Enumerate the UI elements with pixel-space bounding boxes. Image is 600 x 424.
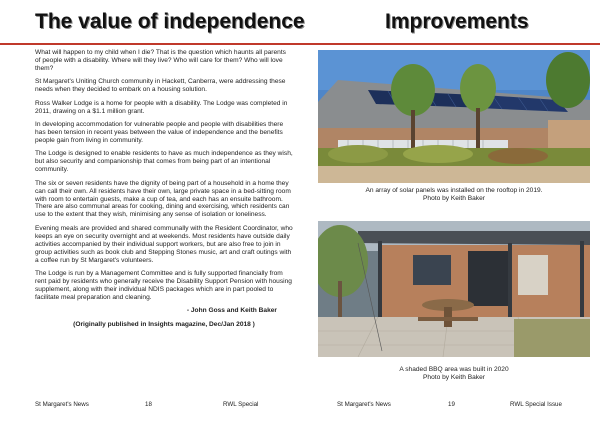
title-divider bbox=[0, 43, 300, 45]
caption-text: An array of solar panels was installed on the rooftop in 2019. bbox=[365, 187, 543, 194]
photo-credit: Photo by Keith Baker bbox=[423, 195, 485, 202]
footer-page-number: 19 bbox=[448, 401, 455, 408]
page-title: Improvements bbox=[385, 10, 529, 33]
paragraph: The Lodge is designed to enable residents to have as much independence as they wish, but also security and companionship that comes from being part of an intentional community. bbox=[35, 150, 293, 174]
paragraph: Ross Walker Lodge is a home for people with a disability. The Lodge was completed in 2011, drawing on a $1.1 million grant. bbox=[35, 99, 288, 115]
bbq-area-photo bbox=[318, 221, 590, 357]
paragraph: What will happen to my child when I die? That is the question which haunts all parents of people with a disability. Where will they live? Who will care for them? Who will love them? bbox=[35, 49, 286, 72]
solar-photo-caption bbox=[318, 187, 590, 203]
author-signature: - John Goss and Keith Baker bbox=[186, 307, 277, 315]
paragraph: Evening meals are provided and shared communally with the Resident Coordinator, who keeps an eye on security overnight and at weekends. Most residents have outside daily activities accompanied by their individual support workers, but are also free to join in group activities such as book club and Stepping Stones music, art and craft outings with a coffee run by St Margaret's volunteers. bbox=[35, 224, 293, 264]
right-page bbox=[300, 0, 600, 424]
footer-page-number: 18 bbox=[145, 401, 152, 408]
caption-text: A shaded BBQ area was built in 2020 bbox=[399, 366, 509, 373]
footer-issue: RWL Special Issue bbox=[510, 401, 562, 408]
article-body bbox=[35, 49, 293, 334]
publication-source: (Originally published in Insights magazine, Dec/Jan 2018 ) bbox=[73, 320, 255, 328]
photo-credit: Photo by Keith Baker bbox=[423, 374, 485, 381]
footer-publication: St Margaret's News bbox=[35, 401, 89, 408]
bbq-photo-caption bbox=[318, 366, 590, 382]
page-title: The value of independence bbox=[35, 10, 305, 33]
footer-issue: RWL Special bbox=[223, 401, 259, 408]
title-divider bbox=[300, 43, 600, 45]
paragraph: The Lodge is run by a Management Committee and is fully supported financially from rent paid by residents who generally receive the Disability Support Pension with housing supplement, along with their individual NDIS packages which are in part pooled to facilitate meal preparation and cleaning. bbox=[35, 270, 292, 301]
paragraph: In developing accommodation for vulnerable people and people with disabilities there has been tension in recent yeas between the value of independence and the benefits people gain from living in community. bbox=[35, 121, 284, 144]
paragraph: St Margaret's Uniting Church community in Hackett, Canberra, were addressing these needs when they decided to embark on a housing solution. bbox=[35, 78, 286, 94]
paragraph: The six or seven residents have the dignity of being part of a household in a home they can call their own. All residents have their own, large private space in a bed-sitting room with room to entertain guests, make a cup of tea, and each has an ensuite bathroom. There are also communal areas for cooking, dining and exercising, which residents can use to the extent that they wish, minimising any sense of isolation or loneliness. bbox=[35, 179, 291, 219]
footer-publication: St Margaret's News bbox=[337, 401, 391, 408]
solar-panels-photo bbox=[318, 50, 590, 183]
